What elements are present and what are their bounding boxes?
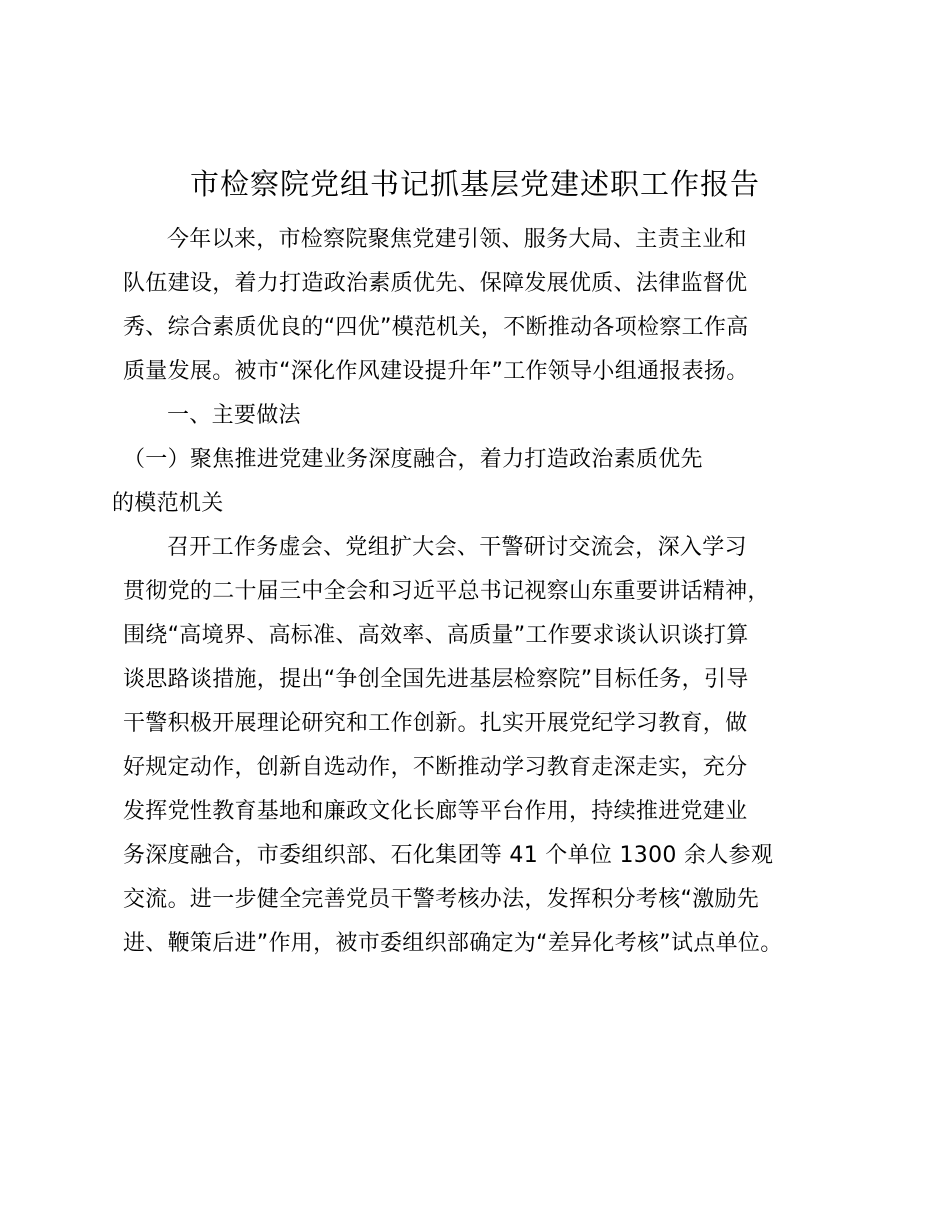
text-line: 一、主要做法 xyxy=(167,403,301,428)
text-line: 今年以来，市检察院聚焦党建引领、服务大局、主责主业和 xyxy=(167,227,747,252)
document-body xyxy=(112,218,833,966)
text-line: 务深度融合，市委组织部、石化集团等 41 个单位 1300 余人参观 xyxy=(123,843,774,868)
text-line: 交流。进一步健全完善党员干警考核办法，发挥积分考核“激励先 xyxy=(123,887,760,912)
text-line: 谈思路谈措施，提出“争创全国先进基层检察院”目标任务，引导 xyxy=(123,667,749,692)
text-line: 质量发展。被市“深化作风建设提升年”工作领导小组通报表扬。 xyxy=(123,359,749,384)
text-line: （一）聚焦推进党建业务深度融合，着力打造政治素质优先 xyxy=(123,447,703,472)
document-title: 市检察院党组书记抓基层党建述职工作报告 xyxy=(189,167,760,201)
text-line: 队伍建设，着力打造政治素质优先、保障发展优质、法律监督优 xyxy=(123,271,748,296)
text-line: 好规定动作，创新自选动作，不断推动学习教育走深走实，充分 xyxy=(123,755,748,780)
text-line: 发挥党性教育基地和廉政文化长廊等平台作用，持续推进党建业 xyxy=(123,799,748,824)
subsection-heading xyxy=(112,438,833,526)
section-heading xyxy=(123,394,833,438)
text-line: 召开工作务虚会、党组扩大会、干警研讨交流会，深入学习 xyxy=(167,535,747,560)
paragraph-body xyxy=(123,526,833,966)
text-line: 秀、综合素质优良的“四优”模范机关，不断推动各项检察工作高 xyxy=(123,315,749,340)
paragraph-intro xyxy=(123,218,833,394)
text-line: 围绕“高境界、高标准、高效率、高质量”工作要求谈认识谈打算 xyxy=(123,623,749,648)
text-line: 贯彻党的二十届三中全会和习近平总书记视察山东重要讲话精神， xyxy=(123,579,770,604)
text-line: 干警积极开展理论研究和工作创新。扎实开展党纪学习教育，做 xyxy=(123,711,748,736)
text-line: 进、鞭策后进”作用，被市委组织部确定为“差异化考核”试点单位。 xyxy=(123,931,783,956)
text-line: 的模范机关 xyxy=(112,491,224,516)
